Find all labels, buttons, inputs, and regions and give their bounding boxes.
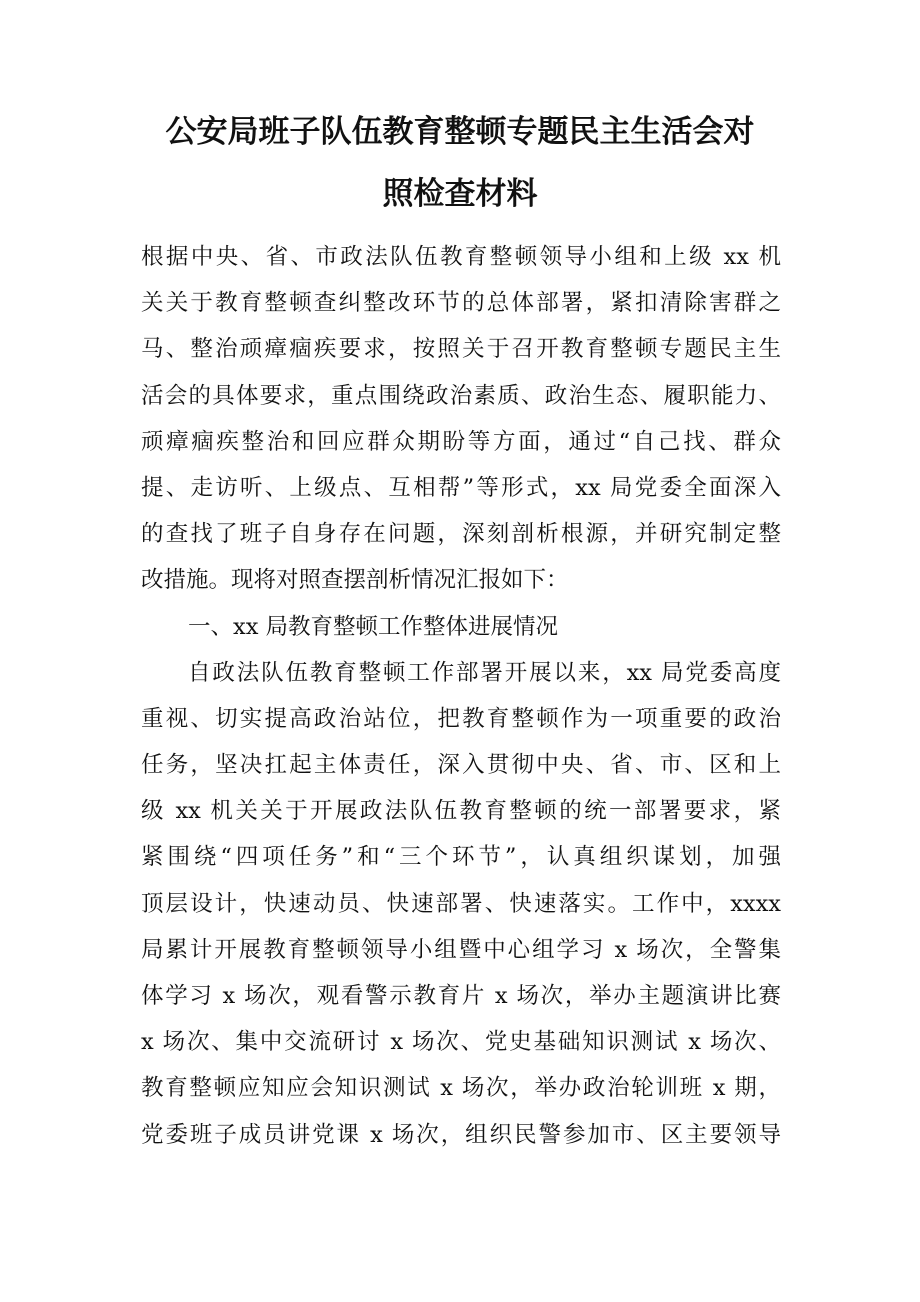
paragraph-2-line: 重视、切实提高政治站位，把教育整顿作为一项重要的政治 — [141, 705, 781, 732]
paragraph-1-line: 提、走访听、上级点、互相帮”等形式，xx 局党委全面深入 — [141, 474, 781, 501]
paragraph-1-line: 马、整治顽瘴痼疾要求，按照关于召开教育整顿专题民主生 — [141, 336, 781, 363]
paragraph-1-line: 顽瘴痼疾整治和回应群众期盼等方面，通过“自己找、群众 — [141, 428, 781, 455]
paragraph-1-line: 关关于教育整顿查纠整改环节的总体部署，紧扣清除害群之 — [141, 290, 781, 317]
document-title-line-2: 照检查材料 — [382, 176, 538, 212]
paragraph-2-line: 紧围绕“四项任务”和“三个环节”，认真组织谋划，加强 — [141, 844, 781, 871]
paragraph-2-line: 自政法队伍教育整顿工作部署开展以来，xx 局党委高度 — [188, 659, 781, 686]
document-body — [141, 234, 781, 1158]
paragraph-2-line: 局累计开展教育整顿领导小组暨中心组学习 x 场次，全警集 — [141, 936, 781, 963]
paragraph-2-line: 党委班子成员讲党课 x 场次，组织民警参加市、区主要领导 — [141, 1121, 781, 1148]
paragraph-1-line: 活会的具体要求，重点围绕政治素质、政治生态、履职能力、 — [141, 382, 781, 409]
paragraph-2-line: 任务，坚决扛起主体责任，深入贯彻中央、省、市、区和上 — [141, 752, 781, 779]
paragraph-2-line: 级 xx 机关关于开展政法队伍教育整顿的统一部署要求，紧 — [141, 798, 781, 825]
paragraph-1-line: 的查找了班子自身存在问题，深刻剖析根源，并研究制定整 — [141, 521, 781, 548]
paragraph-2-line: 顶层设计，快速动员、快速部署、快速落实。工作中，xxxx — [141, 890, 781, 917]
document-title-line-1: 公安局班子队伍教育整顿专题民主生活会对 — [165, 114, 755, 150]
paragraph-1-line: 根据中央、省、市政法队伍教育整顿领导小组和上级 xx 机 — [141, 244, 781, 270]
paragraph-2-line: 体学习 x 场次，观看警示教育片 x 场次，举办主题演讲比赛 — [141, 983, 781, 1009]
paragraph-2-line: 教育整顿应知应会知识测试 x 场次，举办政治轮训班 x 期， — [141, 1075, 781, 1102]
section-1-heading: 一、xx 局教育整顿工作整体进展情况 — [188, 613, 559, 640]
paragraph-1-line: 改措施。现将对照查摆剖析情况汇报如下： — [141, 567, 569, 594]
paragraph-2-line: x 场次、集中交流研讨 x 场次、党史基础知识测试 x 场次、 — [141, 1029, 781, 1056]
